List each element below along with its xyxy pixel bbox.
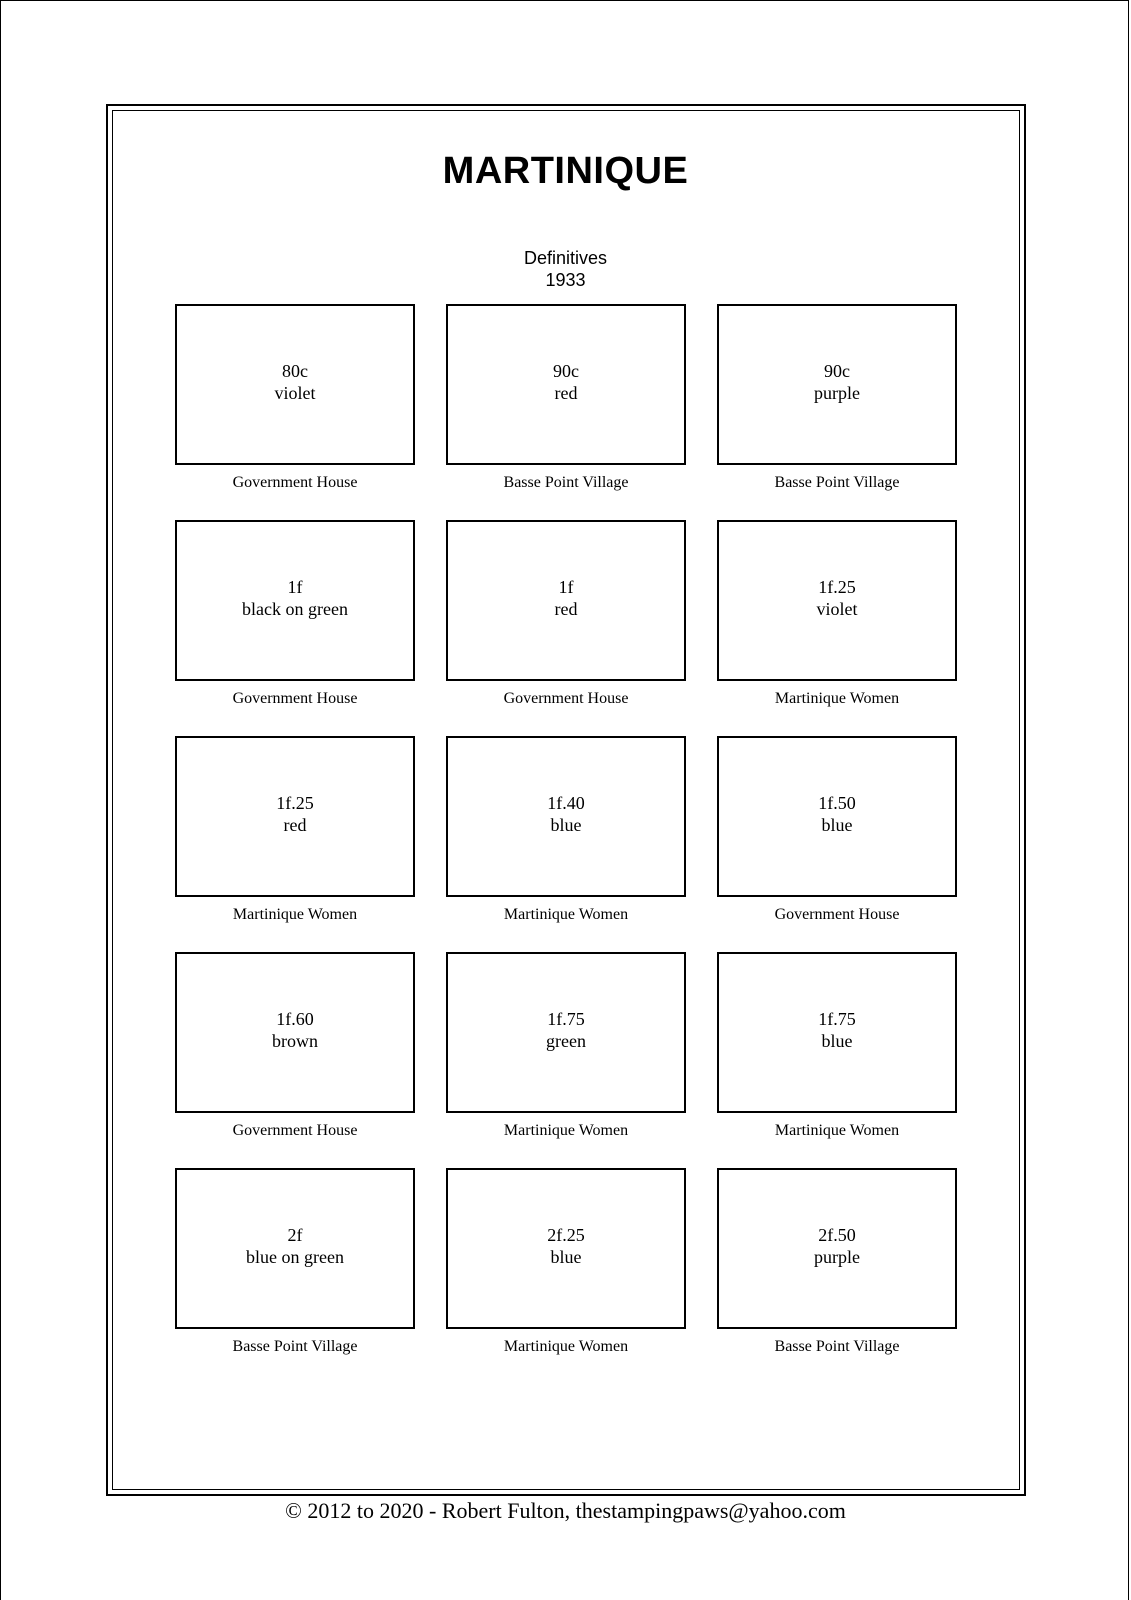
stamp-slot xyxy=(446,736,686,952)
stamp-caption: Martinique Women xyxy=(232,906,358,923)
stamp-box xyxy=(717,736,957,897)
stamp-color: violet xyxy=(274,383,316,403)
stamp-color: blue xyxy=(821,815,853,835)
stamp-color: blue on green xyxy=(246,1247,344,1267)
stamp-value: 80c xyxy=(282,361,308,381)
stamp-caption: Government House xyxy=(232,690,358,707)
stamp-value: 90c xyxy=(824,361,850,381)
stamp-slot xyxy=(446,952,686,1168)
stamp-text xyxy=(448,576,684,620)
stamp-text xyxy=(448,1008,684,1052)
stamp-text xyxy=(719,576,955,620)
stamp-box xyxy=(175,952,415,1113)
stamp-box xyxy=(175,1168,415,1329)
stamp-caption: Basse Point Village xyxy=(503,474,629,491)
stamp-caption: Martinique Women xyxy=(503,1122,629,1139)
stamp-value: 1f xyxy=(287,577,303,597)
stamp-slot xyxy=(175,304,415,520)
stamp-slot xyxy=(717,1168,957,1384)
stamp-text xyxy=(177,360,413,404)
stamp-caption: Martinique Women xyxy=(774,690,900,707)
stamp-color: black on green xyxy=(242,599,348,619)
stamp-caption: Government House xyxy=(232,474,358,491)
stamp-box xyxy=(446,520,686,681)
stamp-text xyxy=(719,1224,955,1268)
stamp-text xyxy=(177,1008,413,1052)
stamp-value: 1f.75 xyxy=(818,1009,856,1029)
stamp-slot xyxy=(175,736,415,952)
stamp-box xyxy=(175,520,415,681)
stamp-color: red xyxy=(283,815,307,835)
copyright-footer: © 2012 to 2020 - Robert Fulton, thestampingpaws@yahoo.com xyxy=(285,1498,846,1523)
stamp-color: purple xyxy=(814,383,860,403)
stamp-text xyxy=(448,792,684,836)
stamp-value: 2f.25 xyxy=(547,1225,585,1245)
stamp-slot xyxy=(446,1168,686,1384)
stamp-value: 90c xyxy=(553,361,579,381)
stamp-box xyxy=(446,736,686,897)
stamp-caption: Martinique Women xyxy=(503,1338,629,1355)
stamp-text xyxy=(177,576,413,620)
stamp-box xyxy=(446,1168,686,1329)
stamp-color: red xyxy=(554,599,578,619)
stamp-color: blue xyxy=(550,1247,582,1267)
stamp-box xyxy=(717,520,957,681)
stamp-slot xyxy=(717,736,957,952)
stamp-text xyxy=(719,1008,955,1052)
stamp-text xyxy=(177,792,413,836)
stamp-slot xyxy=(446,304,686,520)
stamp-text xyxy=(719,360,955,404)
stamp-box xyxy=(446,952,686,1113)
stamp-slot xyxy=(717,952,957,1168)
stamp-caption: Government House xyxy=(232,1122,358,1139)
stamp-color: blue xyxy=(821,1031,853,1051)
stamp-caption: Basse Point Village xyxy=(774,474,900,491)
stamp-slot xyxy=(446,520,686,736)
stamp-value: 2f xyxy=(287,1225,303,1245)
stamp-grid xyxy=(175,304,959,1384)
stamp-caption: Martinique Women xyxy=(503,906,629,923)
stamp-color: purple xyxy=(814,1247,860,1267)
stamp-caption: Martinique Women xyxy=(774,1122,900,1139)
stamp-text xyxy=(448,360,684,404)
stamp-value: 1f.40 xyxy=(547,793,585,813)
stamp-color: brown xyxy=(272,1031,318,1051)
stamp-box xyxy=(717,1168,957,1329)
set-year: 1933 xyxy=(545,270,586,290)
stamp-value: 1f.60 xyxy=(276,1009,314,1029)
stamp-box xyxy=(717,304,957,465)
stamp-caption: Government House xyxy=(774,906,900,923)
stamp-color: red xyxy=(554,383,578,403)
stamp-box xyxy=(717,952,957,1113)
stamp-caption: Basse Point Village xyxy=(774,1338,900,1355)
stamp-value: 1f.50 xyxy=(818,793,856,813)
stamp-value: 1f.25 xyxy=(818,577,856,597)
stamp-color: green xyxy=(546,1031,586,1051)
stamp-box xyxy=(175,736,415,897)
stamp-box xyxy=(175,304,415,465)
page-title: MARTINIQUE xyxy=(442,150,689,192)
stamp-value: 1f.25 xyxy=(276,793,314,813)
stamp-color: blue xyxy=(550,815,582,835)
stamp-caption: Government House xyxy=(503,690,629,707)
set-title: Definitives xyxy=(523,248,608,268)
stamp-slot xyxy=(175,1168,415,1384)
stamp-slot xyxy=(717,520,957,736)
stamp-box xyxy=(446,304,686,465)
stamp-value: 1f xyxy=(558,577,574,597)
stamp-value: 2f.50 xyxy=(818,1225,856,1245)
stamp-slot xyxy=(175,520,415,736)
stamp-text xyxy=(177,1224,413,1268)
stamp-caption: Basse Point Village xyxy=(232,1338,358,1355)
stamp-slot xyxy=(175,952,415,1168)
stamp-color: violet xyxy=(816,599,858,619)
stamp-slot xyxy=(717,304,957,520)
stamp-text xyxy=(448,1224,684,1268)
stamp-value: 1f.75 xyxy=(547,1009,585,1029)
stamp-text xyxy=(719,792,955,836)
